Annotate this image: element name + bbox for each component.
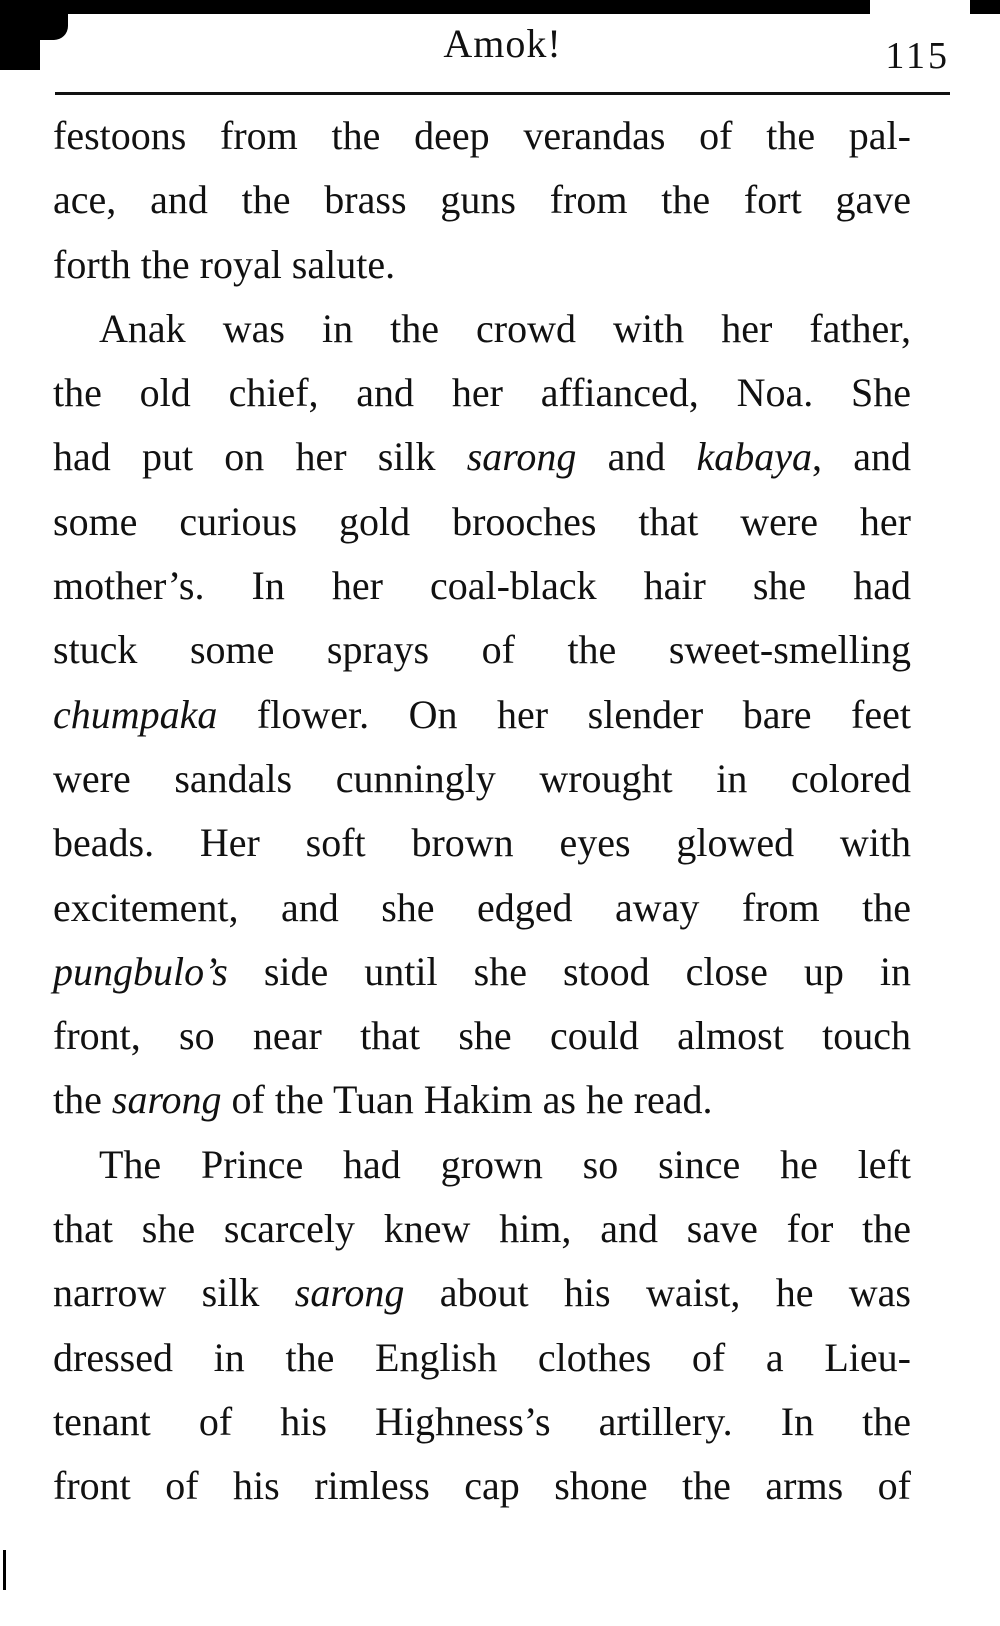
text-segment: Anak was in the crowd with her father, bbox=[99, 305, 911, 351]
text-segment: , and bbox=[812, 434, 911, 480]
text-segment: some curious gold brooches that were her bbox=[53, 498, 911, 544]
text-segment: front of his rimless cap shone the arms of bbox=[53, 1463, 911, 1509]
text-line bbox=[53, 1390, 911, 1454]
text-segment: were sandals cunningly wrought in colored bbox=[53, 755, 911, 801]
text-segment: stuck some sprays of the sweet-smelling bbox=[53, 627, 911, 673]
text-segment: front, so near that she could almost touch bbox=[53, 1013, 911, 1059]
text-line bbox=[53, 1004, 911, 1068]
text-segment: dressed in the English clothes of a Lieu- bbox=[53, 1334, 911, 1380]
text-segment: flower. On her slender bare feet bbox=[217, 691, 911, 737]
text-segment: the old chief, and her affianced, Noa. She bbox=[53, 370, 911, 416]
italic-word: sarong bbox=[294, 1270, 405, 1316]
text-segment: the bbox=[53, 1077, 112, 1123]
text-segment: side until she stood close up in bbox=[227, 948, 911, 994]
text-line bbox=[53, 233, 911, 297]
text-line bbox=[53, 1454, 911, 1518]
text-segment: The Prince had grown so since he left bbox=[99, 1141, 911, 1187]
text-line bbox=[53, 811, 911, 875]
text-segment: of the Tuan Hakim as he read. bbox=[221, 1077, 713, 1123]
text-line bbox=[53, 168, 911, 232]
scan-edge-right bbox=[970, 0, 1000, 14]
text-line bbox=[53, 1068, 911, 1132]
text-line bbox=[53, 490, 911, 554]
scan-artifact bbox=[3, 1550, 6, 1590]
text-line bbox=[53, 940, 911, 1004]
text-segment: about his waist, he was bbox=[404, 1270, 911, 1316]
text-segment: had put on her silk bbox=[53, 434, 467, 480]
page-number: 115 bbox=[885, 35, 950, 77]
text-segment: narrow silk bbox=[53, 1270, 295, 1316]
scan-edge-left bbox=[0, 0, 40, 70]
italic-word: sarong bbox=[466, 434, 577, 480]
text-line bbox=[53, 1326, 911, 1390]
text-segment: that she scarcely knew him, and save for the bbox=[53, 1206, 911, 1252]
italic-word: pungbulo’s bbox=[53, 948, 228, 994]
text-segment: festoons from the deep verandas of the pal- bbox=[53, 113, 911, 158]
italic-word: sarong bbox=[111, 1077, 222, 1123]
text-segment: forth the royal salute. bbox=[53, 241, 396, 287]
text-line bbox=[53, 876, 911, 940]
italic-word: chumpaka bbox=[53, 691, 218, 737]
text-line bbox=[53, 425, 911, 489]
scan-edge-top bbox=[0, 0, 870, 14]
text-segment: excitement, and she edged away from the bbox=[53, 884, 911, 930]
text-line bbox=[53, 747, 911, 811]
text-segment: beads. Her soft brown eyes glowed with bbox=[53, 820, 911, 866]
header-rule bbox=[55, 92, 950, 95]
text-line bbox=[53, 618, 911, 682]
text-line bbox=[53, 297, 911, 361]
text-segment: ace, and the brass guns from the fort gave bbox=[53, 177, 911, 223]
italic-word: kabaya bbox=[696, 434, 813, 480]
running-head: Amok! bbox=[443, 21, 562, 66]
text-line bbox=[53, 104, 911, 168]
text-line bbox=[53, 1197, 911, 1261]
body-text bbox=[53, 104, 911, 1519]
page-header bbox=[55, 14, 950, 94]
text-segment: tenant of his Highness’s artillery. In the bbox=[53, 1398, 911, 1444]
text-line bbox=[53, 1261, 911, 1325]
text-line bbox=[53, 683, 911, 747]
text-line bbox=[53, 361, 911, 425]
text-segment: and bbox=[576, 434, 697, 480]
text-segment: mother’s. In her coal-black hair she had bbox=[53, 563, 911, 609]
text-line bbox=[53, 1133, 911, 1197]
text-line bbox=[53, 554, 911, 618]
